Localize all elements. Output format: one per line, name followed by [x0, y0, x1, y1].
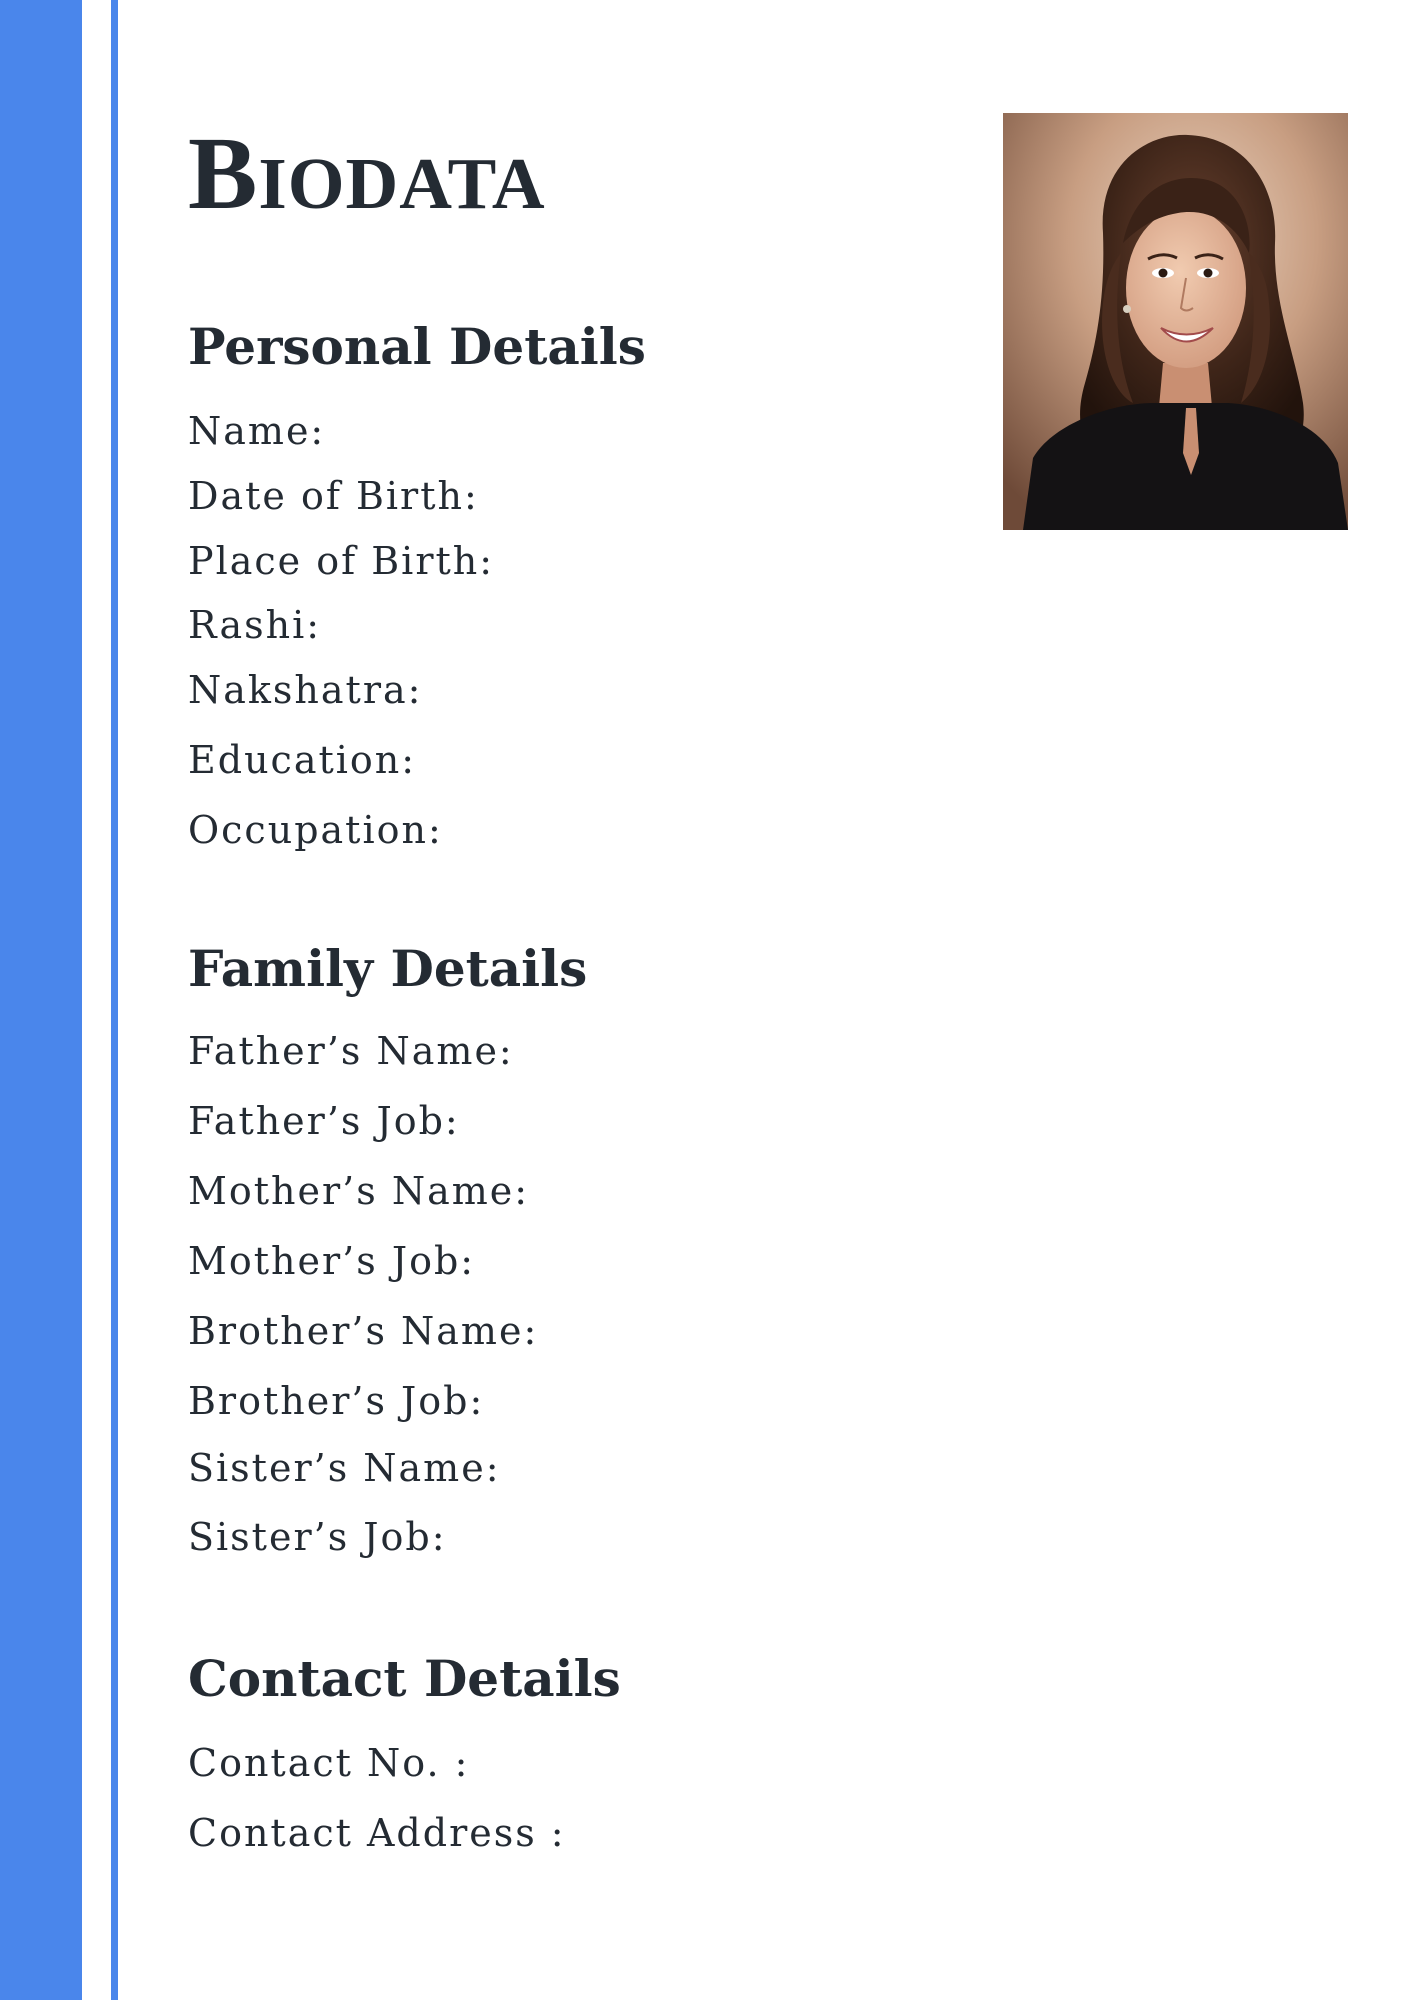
- field-nakshatra: Nakshatra:: [188, 668, 423, 712]
- contact-details-heading: Contact Details: [188, 1649, 621, 1708]
- field-occupation: Occupation:: [188, 808, 443, 852]
- field-mothers-job: Mother’s Job:: [188, 1239, 476, 1283]
- left-accent-bar: [0, 0, 82, 2000]
- field-contact-no: Contact No. :: [188, 1741, 470, 1785]
- field-brothers-name: Brother’s Name:: [188, 1309, 539, 1353]
- field-sisters-name: Sister’s Name:: [188, 1446, 501, 1490]
- field-name: Name:: [188, 409, 326, 453]
- field-rashi: Rashi:: [188, 603, 322, 647]
- profile-photo: [1003, 113, 1348, 530]
- family-details-heading: Family Details: [188, 939, 588, 998]
- personal-details-heading: Personal Details: [188, 317, 646, 376]
- field-place-of-birth: Place of Birth:: [188, 539, 495, 583]
- field-mothers-name: Mother’s Name:: [188, 1169, 530, 1213]
- left-accent-stripe: [111, 0, 118, 2000]
- field-education: Education:: [188, 738, 417, 782]
- field-contact-address: Contact Address :: [188, 1811, 566, 1855]
- page-title: Biodata: [188, 116, 546, 231]
- field-fathers-job: Father’s Job:: [188, 1099, 460, 1143]
- field-fathers-name: Father’s Name:: [188, 1029, 514, 1073]
- field-date-of-birth: Date of Birth:: [188, 474, 479, 518]
- field-brothers-job: Brother’s Job:: [188, 1379, 485, 1423]
- field-sisters-job: Sister’s Job:: [188, 1515, 447, 1559]
